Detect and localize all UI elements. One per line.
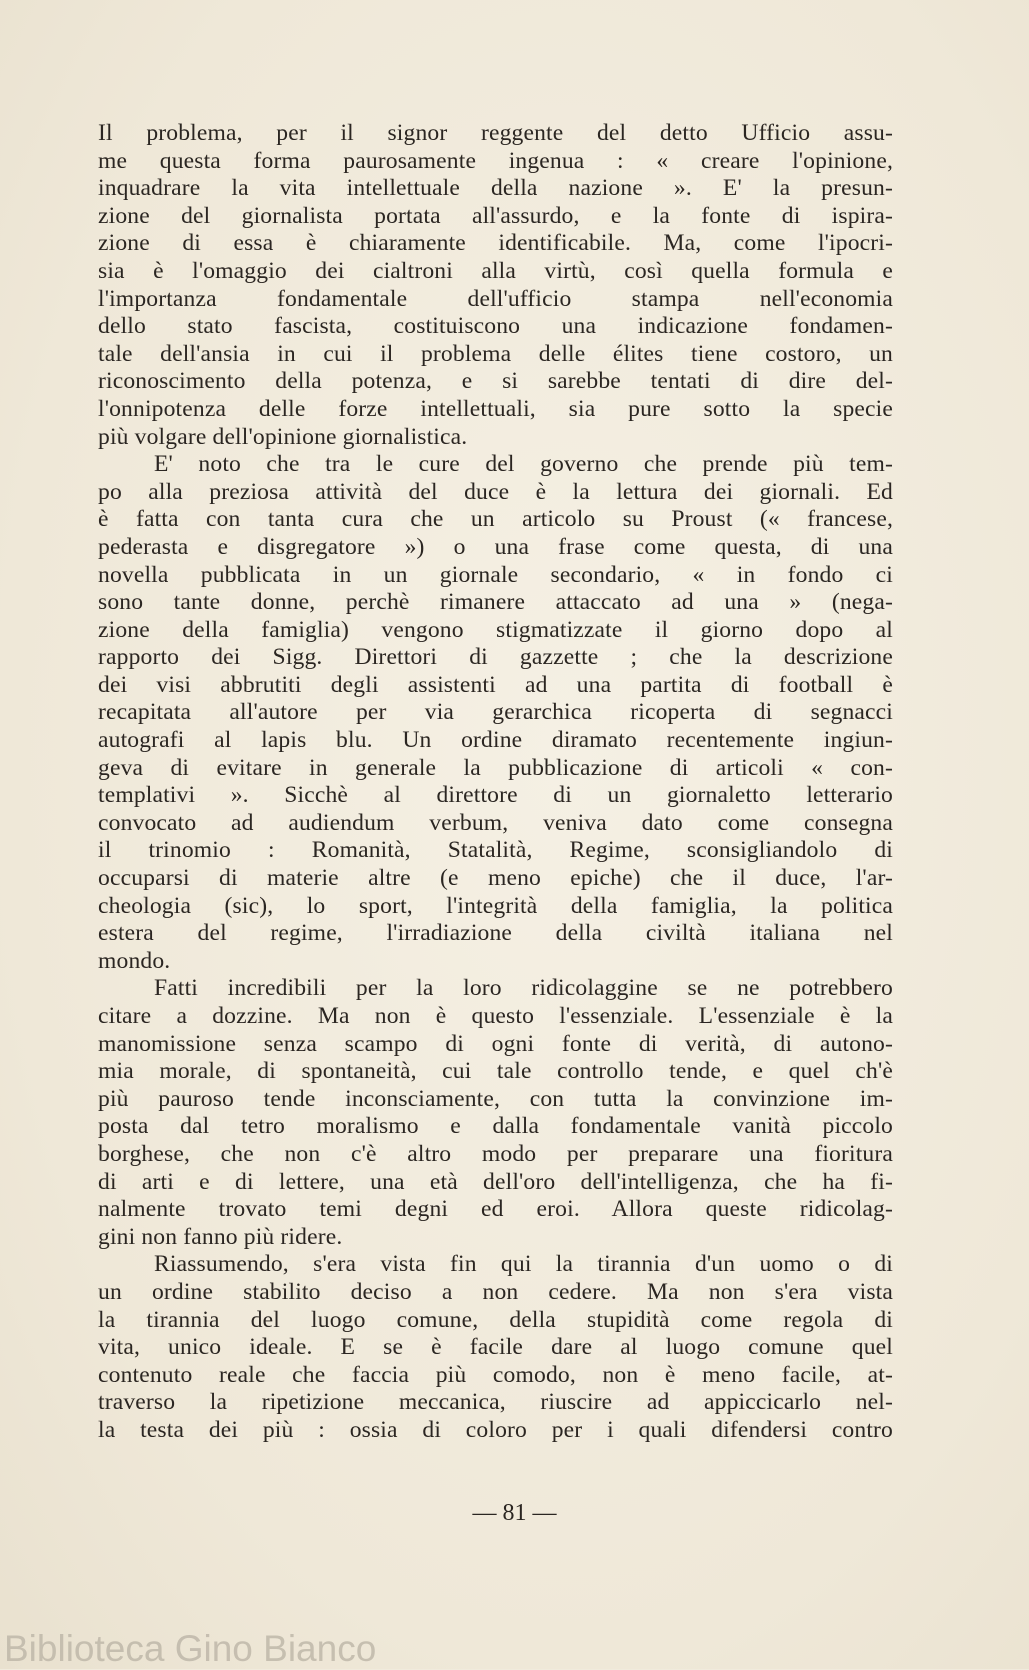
text-line: l'onnipotenza delle forze intellettuali, sia pure sotto la specie <box>98 395 893 422</box>
text-line: dello stato fascista, costituiscono una indicazione fondamen- <box>98 313 893 340</box>
text-line: E' noto che tra le cure del governo che prende più tem- <box>154 451 893 478</box>
text-line: occuparsi di materie altre (e meno epiche) che il duce, l'ar- <box>98 865 893 892</box>
text-line: un ordine stabilito deciso a non cedere. Ma non s'era vista <box>98 1278 893 1305</box>
text-line: l'importanza fondamentale dell'ufficio stampa nell'economia <box>98 285 893 312</box>
text-line: sono tante donne, perchè rimanere attaccato ad una » (nega- <box>98 589 893 616</box>
text-line: di arti e di lettere, una età dell'oro dell'intelligenza, che ha fi- <box>98 1168 893 1195</box>
text-line: zione di essa è chiaramente identificabile. Ma, come l'ipocri- <box>98 230 893 257</box>
text-line: posta dal tetro moralismo e dalla fondamentale vanità piccolo <box>98 1113 893 1140</box>
text-line: più pauroso tende inconsciamente, con tutta la convinzione im- <box>98 1085 893 1112</box>
text-line: inquadrare la vita intellettuale della nazione ». E' la presun- <box>98 175 893 202</box>
text-line: cheologia (sic), lo sport, l'integrità della famiglia, la politica <box>98 892 893 919</box>
text-line: zione della famiglia) vengono stigmatizzate il giorno dopo al <box>98 616 893 643</box>
text-line: più volgare dell'opinione giornalistica. <box>98 423 468 450</box>
text-line: mondo. <box>98 947 171 974</box>
page-number: — 81 — <box>472 1500 557 1526</box>
library-watermark: Biblioteca Gino Bianco <box>4 1628 377 1669</box>
text-line: pederasta e disgregatore ») o una frase come questa, di una <box>98 533 893 560</box>
text-line: templativi ». Sicchè al direttore di un giornaletto letterario <box>98 782 893 809</box>
text-line: tale dell'ansia in cui il problema delle élites tiene costoro, un <box>98 340 893 367</box>
text-line: dei visi abbrutiti degli assistenti ad una partita di football è <box>98 671 893 698</box>
text-line: me questa forma paurosamente ingenua : « creare l'opinione, <box>98 147 893 174</box>
text-line: Riassumendo, s'era vista fin qui la tirannia d'un uomo o di <box>154 1251 893 1278</box>
text-line: Il problema, per il signor reggente del detto Ufficio assu- <box>98 120 893 146</box>
text-line: zione del giornalista portata all'assurdo, e la fonte di ispira- <box>98 202 893 229</box>
text-line: manomissione senza scampo di ogni fonte di verità, di autono- <box>98 1030 893 1057</box>
text-line: contenuto reale che faccia più comodo, non è meno facile, at- <box>98 1361 893 1388</box>
text-line: novella pubblicata in un giornale secondario, « in fondo ci <box>98 561 893 588</box>
text-line: estera del regime, l'irradiazione della civiltà italiana nel <box>98 920 893 947</box>
text-line: Fatti incredibili per la loro ridicolaggine se ne potrebbero <box>154 975 893 1002</box>
text-line: gini non fanno più ridere. <box>98 1223 343 1250</box>
text-line: il trinomio : Romanità, Statalità, Regime, sconsigliandolo di <box>98 837 893 864</box>
text-line: convocato ad audiendum verbum, veniva dato come consegna <box>98 809 893 836</box>
text-line: vita, unico ideale. E se è facile dare al luogo comune quel <box>98 1334 893 1361</box>
text-line: geva di evitare in generale la pubblicazione di articoli « con- <box>98 754 893 781</box>
text-line: mia morale, di spontaneità, cui tale controllo tende, e quel ch'è <box>98 1058 893 1085</box>
text-line: la tirannia del luogo comune, della stupidità come regola di <box>98 1306 893 1333</box>
text-line: po alla preziosa attività del duce è la lettura dei giornali. Ed <box>98 478 893 505</box>
text-line: rapporto dei Sigg. Direttori di gazzette ; che la descrizione <box>98 644 893 671</box>
body-text <box>98 120 893 1445</box>
text-line: traverso la ripetizione meccanica, riuscire ad appiccicarlo nel- <box>98 1389 893 1416</box>
text-line: borghese, che non c'è altro modo per preparare una fioritura <box>98 1140 893 1167</box>
text-line: riconoscimento della potenza, e si sarebbe tentati di dire del- <box>98 368 893 395</box>
text-line: sia è l'omaggio dei cialtroni alla virtù, così quella formula e <box>98 257 893 284</box>
text-line: nalmente trovato temi degni ed eroi. Allora queste ridicolag- <box>98 1196 893 1223</box>
text-line: citare a dozzine. Ma non è questo l'essenziale. L'essenziale è la <box>98 1003 893 1029</box>
text-line: recapitata all'autore per via gerarchica ricoperta di segnacci <box>98 699 893 726</box>
text-line: la testa dei più : ossia di coloro per i quali difendersi contro <box>98 1416 893 1443</box>
text-line: autografi al lapis blu. Un ordine diramato recentemente ingiun- <box>98 727 893 754</box>
text-line: è fatta con tanta cura che un articolo su Proust (« francese, <box>98 506 893 533</box>
